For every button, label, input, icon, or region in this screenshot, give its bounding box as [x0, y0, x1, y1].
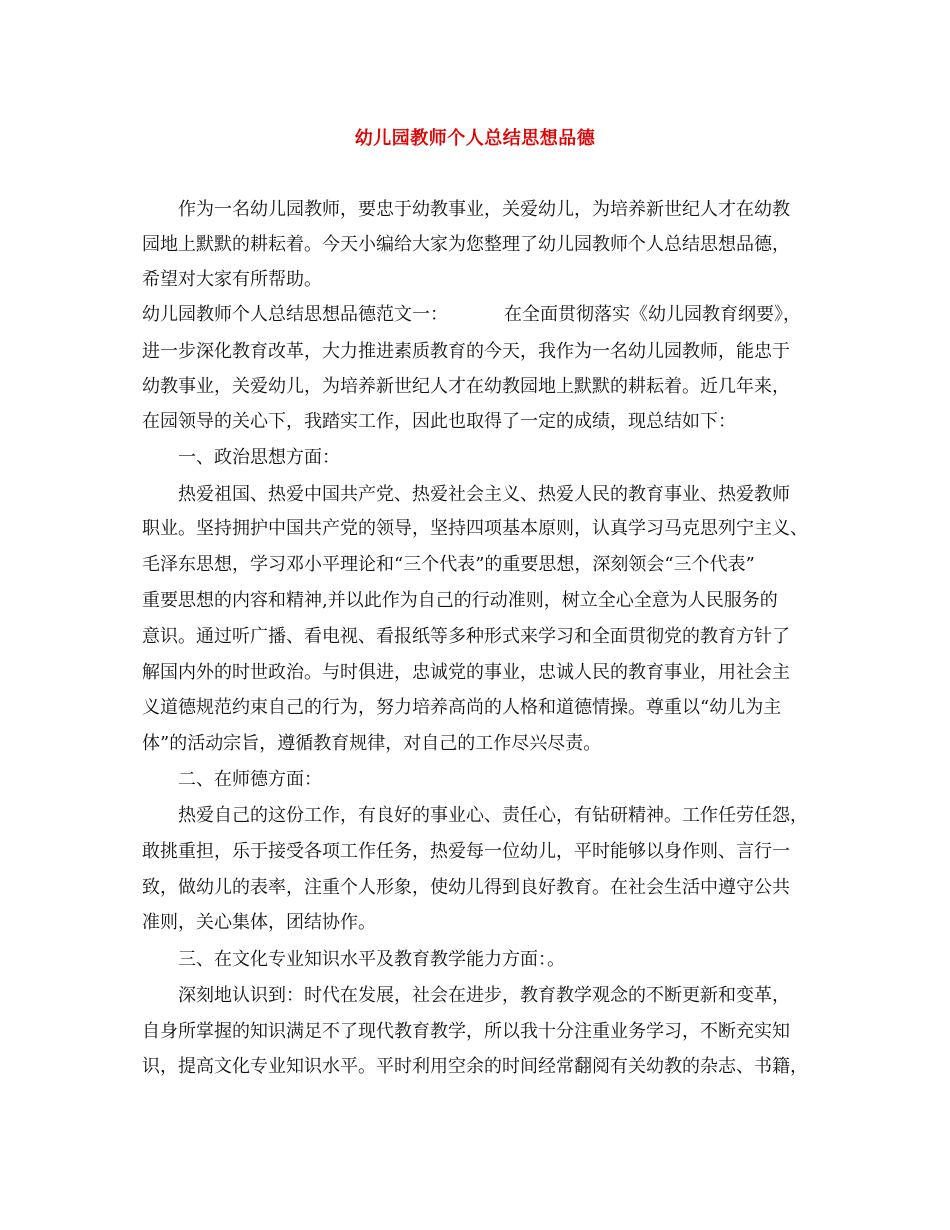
sample-heading-row: [142, 303, 801, 327]
sample-line: 进一步深化教育改革，大力推进素质教育的今天，我作为一名幼儿园教师，能忠于: [142, 341, 790, 362]
section-heading: 三、在文化专业知识水平及教育教学能力方面：。: [178, 949, 565, 970]
sample-line: 在全面贯彻落实《幼儿园教育纲要》，: [504, 304, 801, 325]
section-line: 识，提高文化专业知识水平。平时利用空余的时间经常翻阅有关幼教的杂志、书籍，: [142, 1056, 808, 1077]
intro-line: 希望对大家有所帮助。: [142, 269, 322, 290]
section-line: 职业。坚持拥护中国共产党的领导，坚持四项基本原则，认真学习马克思列宁主义、: [142, 518, 808, 539]
section-line: 自身所掌握的知识满足不了现代教育教学，所以我十分注重业务学习，不断充实知: [142, 1021, 790, 1042]
section-line: 敢挑重担，乐于接受各项工作任务，热爱每一位幼儿，平时能够以身作则、言行一: [142, 841, 790, 862]
section-line: 热爱自己的这份工作，有良好的事业心、责任心，有钻研精神。工作任劳任怨，: [178, 805, 808, 826]
intro-line: 作为一名幼儿园教师，要忠于幼教事业，关爱幼儿，为培养新世纪人才在幼教: [178, 199, 790, 220]
section-line: 毛泽东思想，学习邓小平理论和“三个代表”的重要思想，深刻领会“三个代表”: [142, 554, 755, 575]
section-line: 热爱祖国、热爱中国共产党、热爱社会主义、热爱人民的教育事业、热爱教师: [178, 484, 790, 505]
section-line: 致，做幼儿的表率，注重个人形象，使幼儿得到良好教育。在社会生活中遵守公共: [142, 877, 790, 898]
section-line: 解国内外的时世政治。与时俱进，忠诚党的事业，忠诚人民的教育事业，用社会主: [142, 662, 790, 683]
document-title: 幼儿园教师个人总结思想品德: [354, 128, 596, 149]
section-line: 义道德规范约束自己的行为，努力培养高尚的人格和道德情操。尊重以“幼儿为主: [142, 697, 782, 718]
sample-heading: 幼儿园教师个人总结思想品德范文一：: [142, 304, 448, 325]
section-line: 深刻地认识到：时代在发展，社会在进步，教育教学观念的不断更新和变革，: [178, 985, 790, 1006]
section-heading: 二、在师德方面：: [178, 769, 322, 790]
sample-line: 幼教事业，关爱幼儿，为培养新世纪人才在幼教园地上默默的耕耘着。近几年来，: [142, 376, 790, 397]
intro-line: 园地上默默的耕耘着。今天小编给大家为您整理了幼儿园教师个人总结思想品德，: [142, 234, 790, 255]
sample-line: 在园领导的关心下，我踏实工作，因此也取得了一定的成绩，现总结如下：: [142, 411, 736, 432]
section-line: 体”的活动宗旨，遵循教育规律，对自己的工作尽兴尽责。: [142, 733, 602, 754]
section-line: 重要思想的内容和精神,并以此作为自己的行动准则，树立全心全意为人民服务的: [142, 590, 778, 611]
section-heading: 一、政治思想方面：: [178, 447, 340, 468]
section-line: 准则，关心集体，团结协作。: [142, 912, 376, 933]
section-line: 意识。通过听广播、看电视、看报纸等多种形式来学习和全面贯彻党的教育方针了: [142, 626, 790, 647]
